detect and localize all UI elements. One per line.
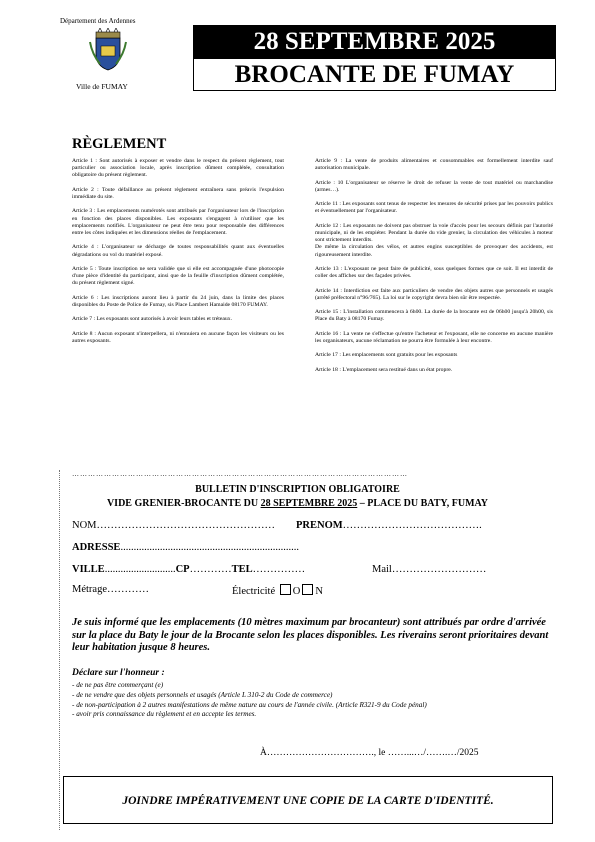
regulation-right-column [315, 158, 553, 381]
article-12: Article 12 : Les exposants ne doivent pas obstruer la voie d'accès pour les secours définis par l'autorité municipale, ni de les empiéter. Pendant la durée du vide grenier, la circulation des véhicules à moteur sont strictement interdits. De même la circulation des vélos, et autres engins susceptibles de provoquer des accidents, est rigoureusement interdite. [315, 222, 553, 258]
nom-field[interactable] [72, 520, 275, 531]
article-7: Article 7 : Les exposants sont autorisés à avoir leurs tables et tréteaux. [72, 316, 232, 323]
article-5: Article 5 : Toute inscription ne sera validée que si elle est accompagnée d'une photocopie d'une pièce d'identité du participant, ainsi que de la feuille d'inscription dûment complétée, du présent règlement signé. [72, 265, 284, 287]
article-10: Article : 10 L'organisateur se réserve le droit de refuser la vente de tout matériel ou marchandise (armes…). [315, 179, 553, 193]
metrage-field[interactable]: Métrage………… [72, 584, 149, 595]
form-subtitle-place: – PLACE DU BATY, FUMAY [357, 498, 489, 509]
article-14: Article 14 : Interdiction est faite aux particuliers de vendre des objets autres que personnels et usagés (arrêté préfectoral n°96/765). La loi sur le copyright devra bien sûr être respectée. [315, 287, 553, 301]
cut-line-vertical [59, 470, 61, 830]
id-copy-footer-box: JOINDRE IMPÉRATIVEMENT UNE COPIE DE LA CARTE D'IDENTITÉ. [63, 776, 553, 824]
electricite-yes-checkbox[interactable] [280, 584, 291, 595]
event-banner: BROCANTE DE FUMAY [193, 58, 556, 91]
electricite-no-label: N [315, 586, 323, 597]
electricite-yes-label: O [292, 586, 301, 597]
electricite-field [232, 584, 323, 597]
town-label: Ville de FUMAY [76, 82, 128, 91]
prenom-dots: …………………………………. [342, 520, 482, 531]
town-crest-logo [88, 28, 128, 72]
declaration-item: - avoir pris connaissance du règlement et en accepte les termes. [72, 710, 257, 719]
form-subtitle-date: 28 SEPTEMBRE 2025 [260, 498, 358, 509]
article-1: Article 1 : Sont autorisés à exposer et vendre dans le respect du présent règlement, tout particulier ou association locale, après inscription dûment complétée, consultation obligatoire du présent règlement. [72, 158, 284, 179]
signature-place-date-line[interactable]: À……………………………., le ……...…/…….…/2025 [260, 748, 479, 758]
regulation-left-column [72, 158, 284, 352]
article-13: Article 13 : L'exposant ne peut faire de publicité, sous quelques formes que ce soit. Il est interdit de coller des affiches sur des façades privées. [315, 265, 553, 280]
article-16: Article 16 : La vente ne s'effectue qu'entre l'acheteur et l'exposant, elle ne concerne en aucune manière les organisateurs, aucune réclamation ne pourra être formulée à leur encontre. [315, 330, 553, 344]
adresse-label: ADRESSE [72, 542, 121, 553]
prenom-label: PRENOM [296, 520, 343, 531]
article-17: Article 17 : Les emplacements sont gratuits pour les exposants [315, 352, 458, 359]
prenom-field[interactable] [296, 520, 482, 531]
article-2: Article 2 : Toute défaillance au présent règlement entraînera sans préavis l'expulsion immédiate du site. [72, 186, 284, 200]
article-15: Article 15 : L'installation commencera à 6h00. La durée de la brocante est de 06h00 jusqu'à 20h00, sis Place du Baty à 08170 Fumay. [315, 309, 553, 323]
ville-label: VILLE [72, 564, 105, 575]
department-label: Département des Ardennes [60, 17, 136, 25]
declaration-list [72, 681, 552, 720]
declaration-item: - de non-participation à 2 autres manifestations de même nature au cours de l'année civile. (Article R321-9 du Code pénal) [72, 700, 427, 709]
declaration-title: Déclare sur l'honneur : [72, 668, 165, 678]
form-title: BULLETIN D'INSCRIPTION OBLIGATOIRE [195, 484, 400, 495]
cp-label: CP [175, 564, 190, 575]
electricite-no-checkbox[interactable] [302, 584, 313, 595]
form-subtitle-prefix: VIDE GRENIER-BROCANTE DU [106, 498, 261, 509]
mail-dots: ……………………… [391, 564, 487, 575]
adresse-dots: .................................................................... [120, 542, 299, 553]
cut-line-separator: ……………………………………………………………………………………………………………… [72, 470, 408, 478]
article-8: Article 8 : Aucun exposant n'interpellera, ni n'ennuiera en aucune façon les visiteurs ou les autres exposants. [72, 330, 284, 344]
declaration-item: - de ne pas être commerçant (e) [72, 681, 164, 689]
ville-cp-tel-fields[interactable] [72, 564, 305, 575]
article-18: Article 18 : L'emplacement sera restitué dans un état propre. [315, 366, 453, 373]
tel-dots: …………… [252, 564, 306, 575]
declaration-item: - de ne vendre que des objets personnels et usagés (Article L 310-2 du Code de commerce) [72, 690, 333, 699]
article-4: Article 4 : L'organisateur se décharge de toutes responsabilités quant aux éventuelles dégradations ou vol du matériel exposé. [72, 244, 284, 258]
article-3: Article 3 : Les emplacements numérotés sont attribués par l'organisateur lors de l'inscription en fonction des places disponibles. Les exposants s'engagent à n'utiliser que les emplacements notifiés. L'organisateur ne peut être tenu pour responsable des différences entre les côtes indiquées et les dimensions réelles de l'emplacement. [72, 208, 284, 236]
ville-dots: ........................... [104, 564, 176, 575]
nom-label: NOM [72, 520, 97, 531]
adresse-field[interactable] [72, 542, 299, 553]
date-banner: 28 SEPTEMBRE 2025 [193, 25, 556, 58]
nom-dots: …………………………………………… [96, 520, 276, 531]
regulation-title: RÈGLEMENT [72, 136, 167, 152]
mail-field[interactable] [372, 564, 486, 575]
article-6: Article 6 : Les inscriptions auront lieu à partir du 24 juin, dans la limite des places disponibles du Poste de Police de Fumay, sis Place Lambert Hamaide 08170 FUMAY. [72, 294, 284, 308]
placement-notice: Je suis informé que les emplacements (10 mètres maximum par brocanteur) sont attribués par ordre d'arrivée sur la place du Baty le jour de la Brocante selon les places disponibles. Les riverains seront prioritaires devant leur habitation jusque 8 heures. [72, 617, 549, 653]
cp-dots: ………… [189, 564, 232, 575]
article-11: Article 11 : Les exposants sont tenus de respecter les mesures de sécurité prises par les pouvoirs publics et éventuellement par l'organisateur. [315, 201, 553, 215]
form-subtitle [0, 498, 595, 509]
electricite-label: Électricité [232, 586, 276, 597]
tel-label: TEL [231, 564, 253, 575]
mail-label: Mail [372, 564, 392, 575]
article-9: Article 9 : La vente de produits alimentaires et consommables est formellement interdite sauf autorisation municipale. [315, 158, 553, 172]
